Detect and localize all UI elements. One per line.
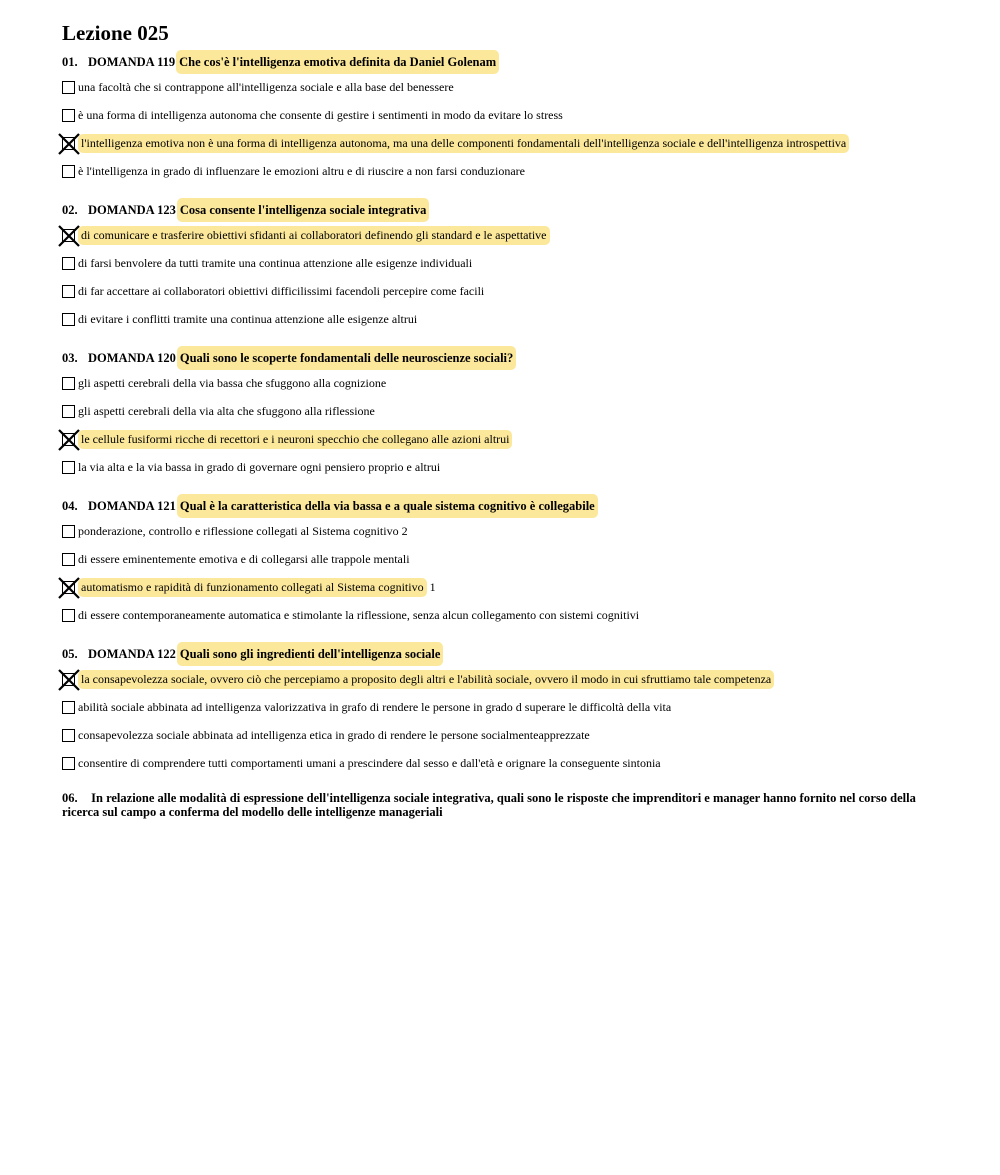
question-text: Quali sono le scoperte fondamentali delle neuroscienze sociali? (177, 346, 516, 370)
answer-text: di comunicare e trasferire obiettivi sfidanti ai collaboratori definendo gli standard e le aspettative (78, 226, 550, 245)
answer-text: consapevolezza sociale abbinata ad intelligenza etica in grado di rendere le persone socialmenteapprezzate (78, 727, 590, 742)
answer-option[interactable] (62, 665, 942, 693)
question-text: Che cos'è l'intelligenza emotiva definita da Daniel Golenam (176, 50, 499, 74)
question-id: DOMANDA 120 (88, 351, 176, 365)
checked-checkbox[interactable] (62, 137, 75, 150)
checkbox[interactable] (62, 377, 75, 390)
checked-checkbox[interactable] (62, 229, 75, 242)
question-5 (62, 643, 942, 777)
answer-text: è l'intelligenza in grado di influenzare le emozioni altru e di riuscire a non farsi conduzionare (78, 163, 525, 178)
checkbox[interactable] (62, 701, 75, 714)
checkbox[interactable] (62, 81, 75, 94)
question-number: 05. (62, 647, 78, 661)
checkbox[interactable] (62, 729, 75, 742)
x-mark-icon (57, 668, 81, 692)
answer-option[interactable] (62, 369, 942, 397)
answer-text: le cellule fusiformi ricche di recettori e i neuroni specchio che collegano alle azioni altrui (78, 430, 512, 449)
x-mark-icon (57, 428, 81, 452)
x-mark-icon (57, 576, 81, 600)
answer-text: gli aspetti cerebrali della via alta che sfuggono alla riflessione (78, 403, 375, 418)
answer-option[interactable] (62, 277, 942, 305)
answer-option[interactable] (62, 693, 942, 721)
answer-text-suffix: 1 (426, 579, 436, 594)
answer-text: una facoltà che si contrappone all'intelligenza sociale e alla base del benessere (78, 79, 454, 94)
checkbox[interactable] (62, 609, 75, 622)
question-id: DOMANDA 121 (88, 499, 176, 513)
checkbox[interactable] (62, 461, 75, 474)
question-id: DOMANDA 119 (88, 55, 176, 69)
answer-option[interactable] (62, 453, 942, 481)
question-number: 06. (62, 791, 78, 805)
answer-text: di essere contemporaneamente automatica e stimolante la riflessione, senza alcun collegamento con sistemi cognitivi (78, 607, 640, 622)
question-2 (62, 199, 942, 333)
answer-text: automatismo e rapidità di funzionamento collegati al Sistema cognitivo (78, 578, 427, 597)
checked-checkbox[interactable] (62, 433, 75, 446)
question-heading (62, 347, 942, 369)
answer-text: di far accettare ai collaboratori obiettivi difficilissimi facendoli percepire come facili (78, 283, 485, 298)
checkbox[interactable] (62, 285, 75, 298)
checkbox[interactable] (62, 257, 75, 270)
question-heading (62, 199, 942, 221)
question-number: 02. (62, 203, 78, 217)
x-mark-icon (57, 132, 81, 156)
question-id: DOMANDA 122 (88, 647, 176, 661)
question-text: Qual è la caratteristica della via bassa e a quale sistema cognitivo è collegabile (177, 494, 598, 518)
answer-option[interactable] (62, 545, 942, 573)
answer-text: di evitare i conflitti tramite una continua attenzione alle esigenze altrui (78, 311, 418, 326)
question-number: 03. (62, 351, 78, 365)
question-text: Quali sono gli ingredienti dell'intelligenza sociale (177, 642, 444, 666)
answer-text: consentire di comprendere tutti comportamenti umani a prescindere dal sesso e dall'età e orignare la conseguente sintonia (78, 755, 661, 770)
answer-option[interactable] (62, 249, 942, 277)
question-number: 04. (62, 499, 78, 513)
question-06-heading (62, 783, 942, 819)
checkbox[interactable] (62, 405, 75, 418)
question-4 (62, 495, 942, 629)
question-text: In relazione alle modalità di espressione dell'intelligenza sociale integrativa, quali sono le risposte che imprenditori e manager hanno fornito nel corso della ricerca sul campo a conferma del modello delle intelligenze manageriali (62, 791, 916, 819)
answer-option[interactable] (62, 305, 942, 333)
answer-option[interactable] (62, 749, 942, 777)
answer-option[interactable] (62, 425, 942, 453)
answer-text: gli aspetti cerebrali della via bassa che sfuggono alla cognizione (78, 375, 387, 390)
question-3 (62, 347, 942, 481)
answer-option[interactable] (62, 157, 942, 185)
question-number: 01. (62, 55, 78, 69)
question-heading (62, 643, 942, 665)
answer-option[interactable] (62, 601, 942, 629)
answer-option[interactable] (62, 397, 942, 425)
question-text: Cosa consente l'intelligenza sociale integrativa (177, 198, 430, 222)
checkbox[interactable] (62, 313, 75, 326)
lesson-title: Lezione 025 (62, 21, 169, 45)
checkbox[interactable] (62, 109, 75, 122)
checkbox[interactable] (62, 553, 75, 566)
answer-text: ponderazione, controllo e riflessione collegati al Sistema cognitivo 2 (78, 523, 408, 538)
question-id: DOMANDA 123 (88, 203, 176, 217)
answer-text: di essere eminentemente emotiva e di collegarsi alle trappole mentali (78, 551, 410, 566)
answer-text: è una forma di intelligenza autonoma che consente di gestire i sentimenti in modo da evitare lo stress (78, 107, 563, 122)
answer-option[interactable] (62, 129, 942, 157)
checked-checkbox[interactable] (62, 673, 75, 686)
answer-option[interactable] (62, 73, 942, 101)
question-heading (62, 51, 942, 73)
answer-option[interactable] (62, 517, 942, 545)
answer-text: la consapevolezza sociale, ovvero ciò che percepiamo a proposito degli altri e l'abilità sociale, ovvero il modo in cui sfruttiamo tale competenza (78, 670, 774, 689)
question-heading (62, 495, 942, 517)
checkbox[interactable] (62, 757, 75, 770)
question-list (62, 51, 942, 777)
answer-option[interactable] (62, 221, 942, 249)
answer-option[interactable] (62, 101, 942, 129)
x-mark-icon (57, 224, 81, 248)
question-06 (62, 783, 942, 819)
answer-text: l'intelligenza emotiva non è una forma di intelligenza autonoma, ma una delle componenti fondamentali dell'intelligenza sociale e dell'intelligenza introspettiva (78, 134, 849, 153)
answer-option[interactable] (62, 721, 942, 749)
answer-text: abilità sociale abbinata ad intelligenza valorizzativa in grafo di rendere le persone in grado d superare le difficoltà della vita (78, 699, 672, 714)
question-1 (62, 51, 942, 185)
answer-option[interactable] (62, 573, 942, 601)
document-page (62, 20, 942, 825)
answer-text: di farsi benvolere da tutti tramite una continua attenzione alle esigenze individuali (78, 255, 473, 270)
checked-checkbox[interactable] (62, 581, 75, 594)
checkbox[interactable] (62, 525, 75, 538)
answer-text: la via alta e la via bassa in grado di governare ogni pensiero proprio e altrui (78, 459, 441, 474)
checkbox[interactable] (62, 165, 75, 178)
